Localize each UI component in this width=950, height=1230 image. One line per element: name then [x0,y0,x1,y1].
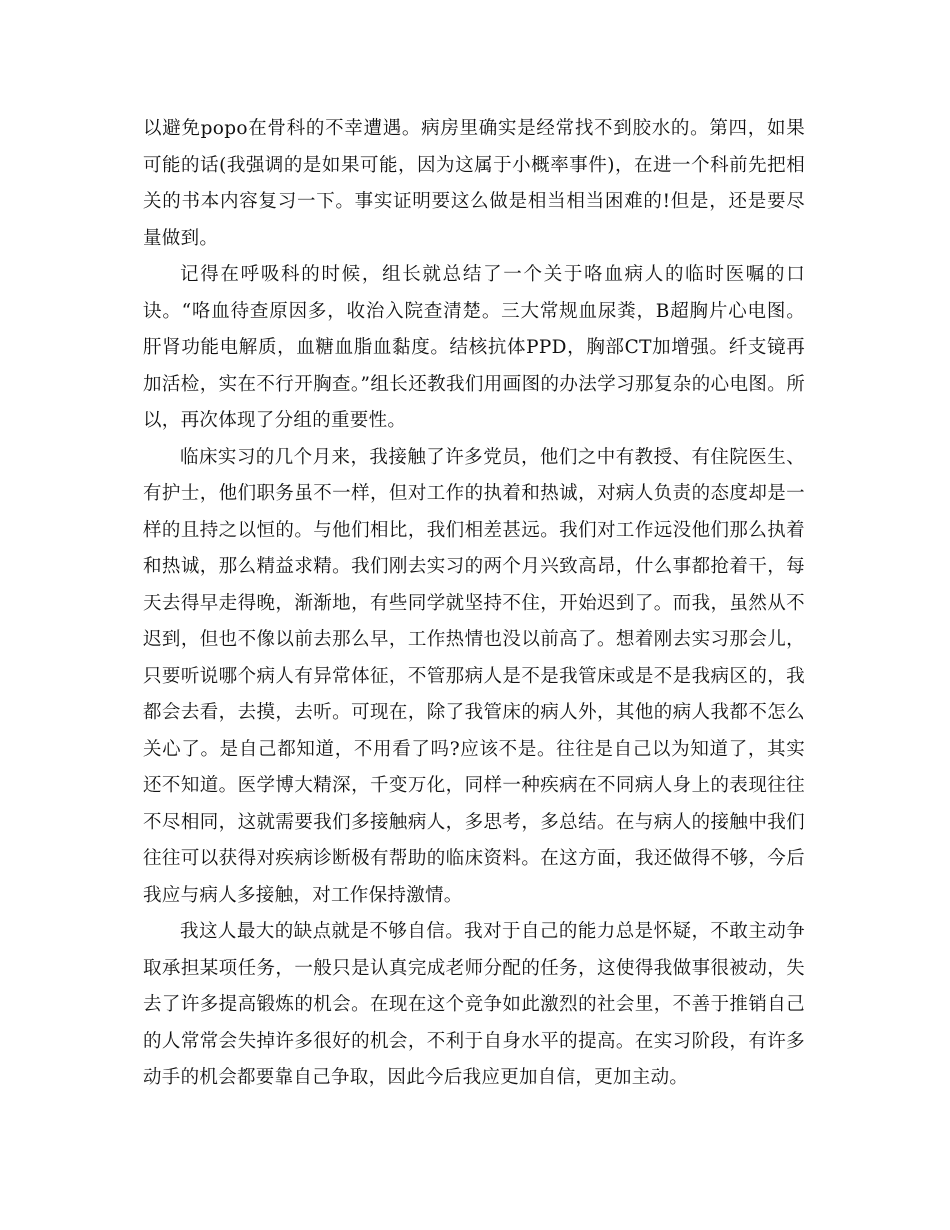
document-page [143,111,805,1097]
paragraph-respiratory-mnemonic: 记得在呼吸科的时候，组长就总结了一个关于咯血病人的临时医嘱的口诀。“咯血待查原因多，收治入院查清楚。三大常规血尿粪，B超胸片心电图。肝肾功能电解质，血糖血脂血黏度。结核抗体PPD，胸部CT加增强。纤支镜再加活检，实在不行开胸查。”组长还教我们用画图的办法学习那复杂的心电图。所以，再次体现了分组的重要性。 [143,264,805,431]
paragraph-party-members: 临床实习的几个月来，我接触了许多党员，他们之中有教授、有住院医生、有护士，他们职务虽不一样，但对工作的执着和热诚，对病人负责的态度却是一样的且持之以恒的。与他们相比，我们相差甚远。我们对工作远没他们那么执着和热诚，那么精益求精。我们刚去实习的两个月兴致高昂，什么事都抢着干，每天去得早走得晚，渐渐地，有些同学就坚持不住，开始迟到了。而我，虽然从不迟到，但也不像以前去那么早，工作热情也没以前高了。想着刚去实习那会儿，只要听说哪个病人有异常体征，不管那病人是不是我管床或是不是我病区的，我都会去看，去摸，去听。可现在，除了我管床的病人外，其他的病人我都不怎么关心了。是自己都知道，不用看了吗?应该不是。往往是自己以为知道了，其实还不知道。医学博大精深，千变万化，同样一种疾病在不同病人身上的表现往往不尽相同，这就需要我们多接触病人，多思考，多总结。在与病人的接触中我们往往可以获得对疾病诊断极有帮助的临床资料。在这方面，我还做得不够，今后我应与病人多接触，对工作保持激情。 [143,446,805,906]
paragraph-continuation: 以避免popo在骨科的不幸遭遇。病房里确实是经常找不到胶水的。第四，如果可能的话(我强调的是如果可能，因为这属于小概率事件)，在进一个科前先把相关的书本内容复习一下。事实证明要这么做是相当相当困难的!但是，还是要尽量做到。 [143,118,805,249]
paragraph-self-confidence: 我这人最大的缺点就是不够自信。我对于自己的能力总是怀疑，不敢主动争取承担某项任务，一般只是认真完成老师分配的任务，这使得我做事很被动，失去了许多提高锻炼的机会。在现在这个竞争如此激烈的社会里，不善于推销自己的人常常会失掉许多很好的机会，不利于自身水平的提高。在实习阶段，有许多动手的机会都要靠自己争取，因此今后我应更加自信，更加主动。 [143,921,805,1088]
